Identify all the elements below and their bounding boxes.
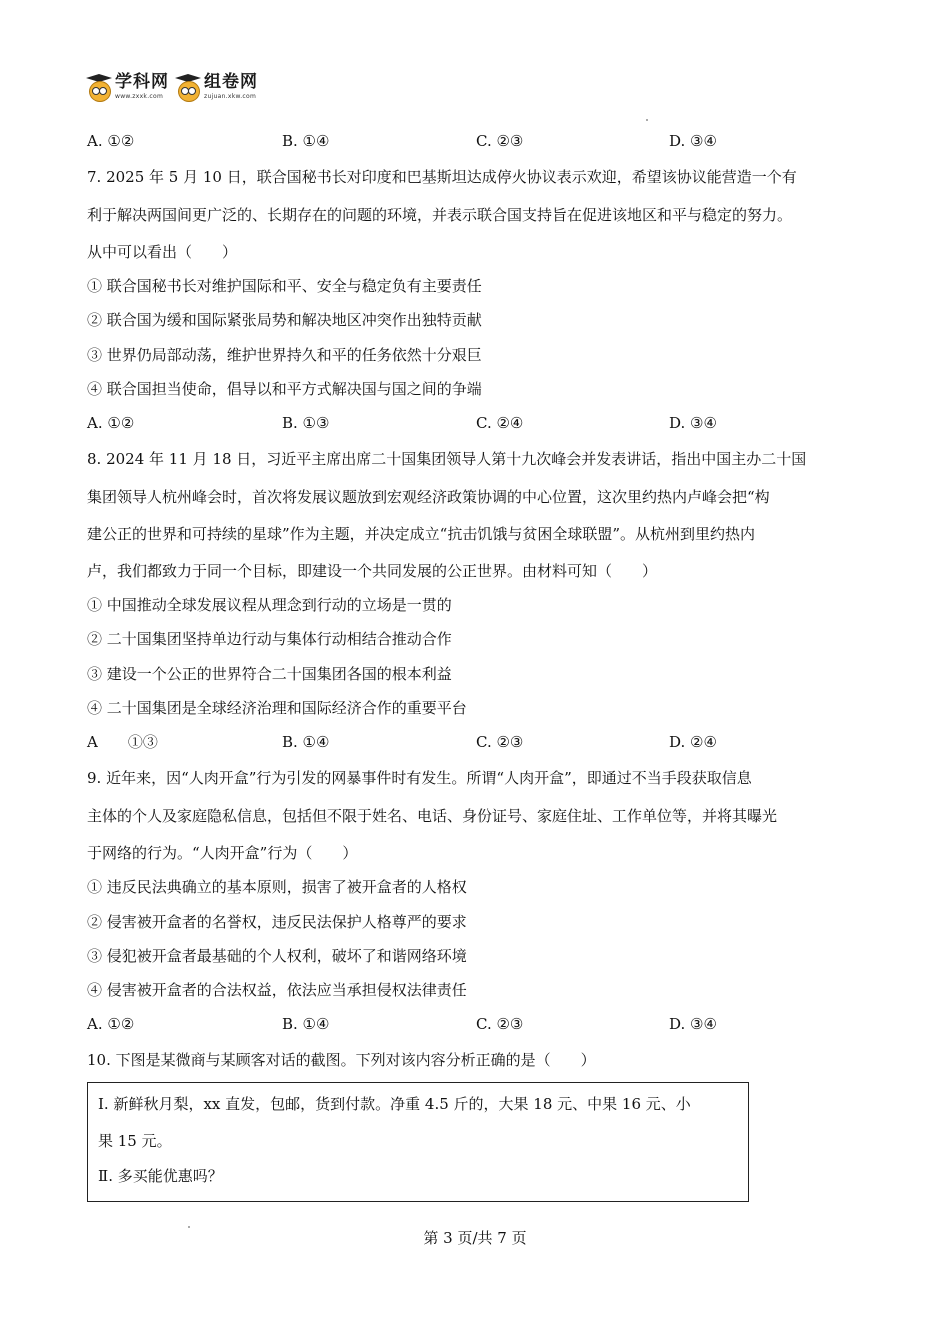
- q8-stem-line: 集团领导人杭州峰会时，首次将发展议题放到宏观经济政策协调的中心位置，这次里约热内卢峰会把“构: [87, 488, 770, 506]
- q8-item: ④ 二十国集团是全球经济治理和国际经济合作的重要平台: [87, 699, 467, 717]
- option-d: D. ②④: [669, 733, 717, 751]
- q9-item: ② 侵害被开盒者的名誉权，违反民法保护人格尊严的要求: [87, 913, 467, 931]
- q6-options: [87, 131, 867, 151]
- q8-options: [87, 732, 867, 752]
- q8-item: ① 中国推动全球发展议程从理念到行动的立场是一贯的: [87, 596, 452, 614]
- header-logo: [86, 70, 264, 104]
- option-a: A. ①②: [87, 414, 135, 432]
- chat-line: 果 15 元。: [98, 1132, 172, 1150]
- option-d: D. ③④: [669, 132, 717, 150]
- option-d: D. ③④: [669, 414, 717, 432]
- option-a: A. ①②: [87, 1015, 135, 1033]
- logo-title: 组卷网: [204, 72, 258, 92]
- q9-stem-line: 主体的个人及家庭隐私信息，包括但不限于姓名、电话、身份证号、家庭住址、工作单位等，并将其曝光: [87, 807, 778, 825]
- logo-url: zujuan.xkw.com: [204, 93, 257, 100]
- option-b: B. ①④: [282, 733, 330, 751]
- option-d: D. ③④: [669, 1015, 717, 1033]
- q7-stem-line: 利于解决两国间更广泛的、长期存在的问题的环境，并表示联合国支持旨在促进该地区和平与稳定的努力。: [87, 206, 793, 224]
- logo-title: 学科网: [115, 72, 169, 92]
- logo-xuekewang: [86, 72, 169, 102]
- q8-stem-line: 卢，我们都致力于同一个目标，即建设一个共同发展的公正世界。由材料可知（ ）: [87, 562, 658, 580]
- decorative-dot: [646, 119, 648, 121]
- option-c: C. ②③: [476, 1015, 524, 1033]
- q7-stem-line: 7. 2025 年 5 月 10 日，联合国秘书长对印度和巴基斯坦达成停火协议表示欢迎，希望该协议能营造一个有: [87, 168, 797, 186]
- q8-stem-line: 建公正的世界和可持续的星球”作为主题，并决定成立“抗击饥饿与贫困全球联盟”。从杭州到里约热内: [87, 525, 756, 543]
- q9-stem-line: 于网络的行为。“人肉开盒”行为（ ）: [87, 844, 358, 862]
- graduation-cap-icon: [175, 72, 201, 102]
- option-c: C. ②③: [476, 132, 524, 150]
- q7-item: ④ 联合国担当使命，倡导以和平方式解决国与国之间的争端: [87, 380, 482, 398]
- option-c: C. ②④: [476, 414, 524, 432]
- q9-item: ① 违反民法典确立的基本原则，损害了被开盒者的人格权: [87, 878, 467, 896]
- option-a: A. ①②: [87, 132, 135, 150]
- q9-options: [87, 1014, 867, 1034]
- q7-item: ① 联合国秘书长对维护国际和平、安全与稳定负有主要责任: [87, 277, 482, 295]
- option-b: B. ①④: [282, 132, 330, 150]
- q9-item: ④ 侵害被开盒者的合法权益，依法应当承担侵权法律责任: [87, 981, 467, 999]
- chat-line: Ⅱ. 多买能优惠吗？: [98, 1167, 223, 1185]
- q7-options: [87, 413, 867, 433]
- q8-stem-line: 8. 2024 年 11 月 18 日，习近平主席出席二十国集团领导人第十九次峰会并发表讲话，指出中国主办二十国: [87, 450, 807, 468]
- q7-item: ③ 世界仍局部动荡，维护世界持久和平的任务依然十分艰巨: [87, 346, 482, 364]
- logo-url: www.zxxk.com: [115, 93, 164, 100]
- q8-item: ③ 建设一个公正的世界符合二十国集团各国的根本利益: [87, 665, 452, 683]
- graduation-cap-icon: [86, 72, 112, 102]
- option-b: B. ①③: [282, 414, 330, 432]
- option-b: B. ①④: [282, 1015, 330, 1033]
- q7-item: ② 联合国为缓和国际紧张局势和解决地区冲突作出独特贡献: [87, 311, 482, 329]
- q8-item: ② 二十国集团坚持单边行动与集体行动相结合推动合作: [87, 630, 452, 648]
- q9-item: ③ 侵犯被开盒者最基础的个人权利，破坏了和谐网络环境: [87, 947, 467, 965]
- option-c: C. ②③: [476, 733, 524, 751]
- q9-stem-line: 9. 近年来，因“人肉开盒”行为引发的网暴事件时有发生。所谓“人肉开盒”，即通过不当手段获取信息: [87, 769, 752, 787]
- page-number: 第 3 页/共 7 页: [423, 1229, 527, 1247]
- chat-line: Ⅰ. 新鲜秋月梨，xx 直发，包邮，货到付款。净重 4.5 斤的，大果 18 元、中果 16 元、小: [98, 1095, 691, 1113]
- logo-zujuanwang: [175, 72, 258, 102]
- q10-chat-box: [87, 1082, 749, 1202]
- q7-stem-line: 从中可以看出（ ）: [87, 243, 238, 261]
- option-a: A ①③: [87, 733, 158, 751]
- q10-stem: 10. 下图是某微商与某顾客对话的截图。下列对该内容分析正确的是（ ）: [87, 1051, 596, 1069]
